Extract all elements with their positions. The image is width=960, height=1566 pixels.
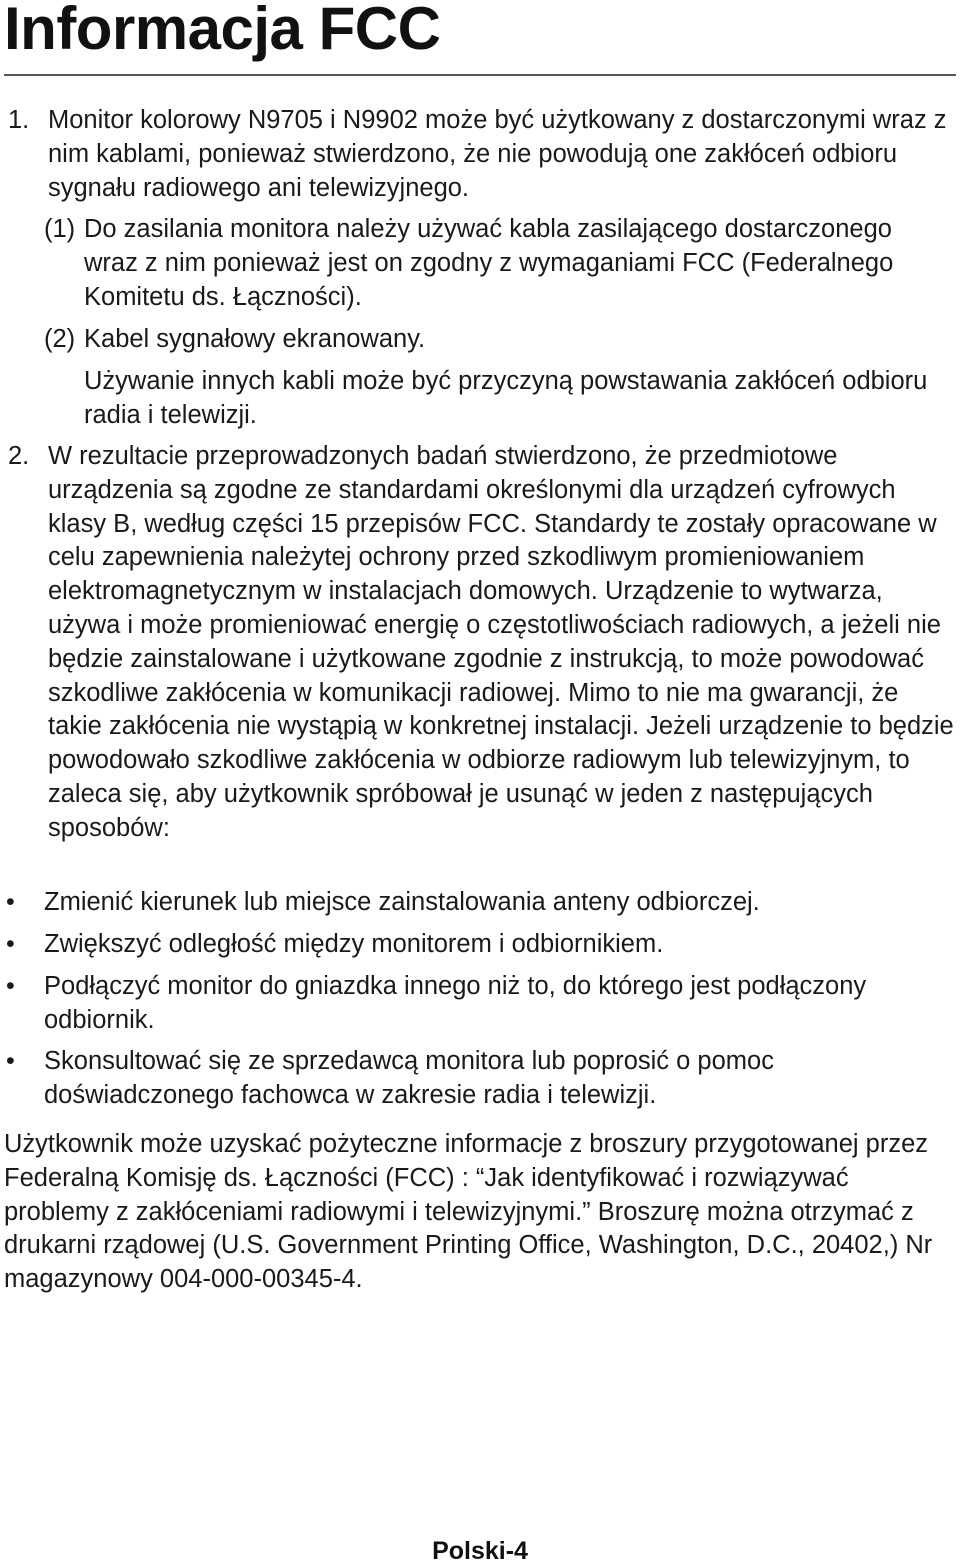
page-footer: Polski-4 xyxy=(432,1537,528,1565)
bullet-item-4-text: Skonsultować się ze sprzedawcą monitora lub poprosić o pomoc doświadczonego fachowca w zakresie radia i telewizji. xyxy=(44,1047,774,1109)
list-item-2-text: W rezultacie przeprowadzonych badań stwierdzono, że przedmiotowe urządzenia są zgodne ze standardami określonymi dla urządzeń cyfrowych klasy B, według części 15 przepisów FCC. Standardy te zostały opracowane w celu zapewnienia należytej ochrony przed szkodliwym promieniowaniem elektromagnetycznym w instalacjach domowych. Urządzenie to wytwarza, używa i może promieniować energię o częstotliwościach radiowych, a jeżeli nie będzie zainstalowane i użytkowane zgodnie z instrukcją, to może powodować szkodliwe zakłócenia w komunikacji radiowej. Mimo to nie ma gwarancji, że takie zakłócenia nie wystąpią w konkretnej instalacji. Jeżeli urządzenie to będzie powodowało szkodliwe zakłócenia w odbiorze radiowym lub telewizyjnym, to zaleca się, aby użytkownik spróbował je usunąć w jeden z następujących sposobów: xyxy=(48,442,954,842)
list-item-1-number: 1. xyxy=(8,106,30,134)
bullet-symbol: • xyxy=(6,888,15,916)
subitem-1-number: (1) xyxy=(44,215,76,243)
subitem-2-text: Kabel sygnałowy ekranowany. xyxy=(84,325,426,353)
title-divider xyxy=(4,74,956,76)
list-item-2-number: 2. xyxy=(8,442,30,470)
bullet-item-1-text: Zmienić kierunek lub miejsce zainstalowania anteny odbiorczej. xyxy=(44,888,760,916)
subitem-2-number: (2) xyxy=(44,325,76,353)
bullet-symbol: • xyxy=(6,930,15,958)
subitem-1-text: Do zasilania monitora należy używać kabla zasilającego dostarczonego wraz z nim ponieważ jest on zgodny z wymaganiami FCC (Federalnego Komitetu ds. Łączności). xyxy=(84,215,894,311)
bullet-item-3-text: Podłączyć monitor do gniazdka innego niż to, do którego jest podłączony odbiornik. xyxy=(44,972,867,1034)
closing-paragraph: Użytkownik może uzyskać pożyteczne informacje z broszury przygotowanej przez Federalną Komisję ds. Łączności (FCC) : “Jak identyfikować i rozwiązywać problemy z zakłóceniami radiowymi i telewizyjnymi.” Broszurę można otrzymać z drukarni rządowej (U.S. Government Printing Office, Washington, D.C., 20402,) Nr magazynowy 004-000-00345-4. xyxy=(4,1130,933,1294)
page-title: Informacja FCC xyxy=(4,0,441,62)
bullet-item-2-text: Zwiększyć odległość między monitorem i odbiornikiem. xyxy=(44,930,664,958)
bullet-symbol: • xyxy=(6,1047,15,1075)
list-item-1-text: Monitor kolorowy N9705 i N9902 może być użytkowany z dostarczonymi wraz z nim kablami, ponieważ stwierdzono, że nie powodują one zakłóceń odbioru sygnału radiowego ani telewizyjnego. xyxy=(48,106,947,202)
subitem-2-note: Używanie innych kabli może być przyczyną powstawania zakłóceń odbioru radia i telewizji. xyxy=(84,367,928,429)
bullet-symbol: • xyxy=(6,972,15,1000)
